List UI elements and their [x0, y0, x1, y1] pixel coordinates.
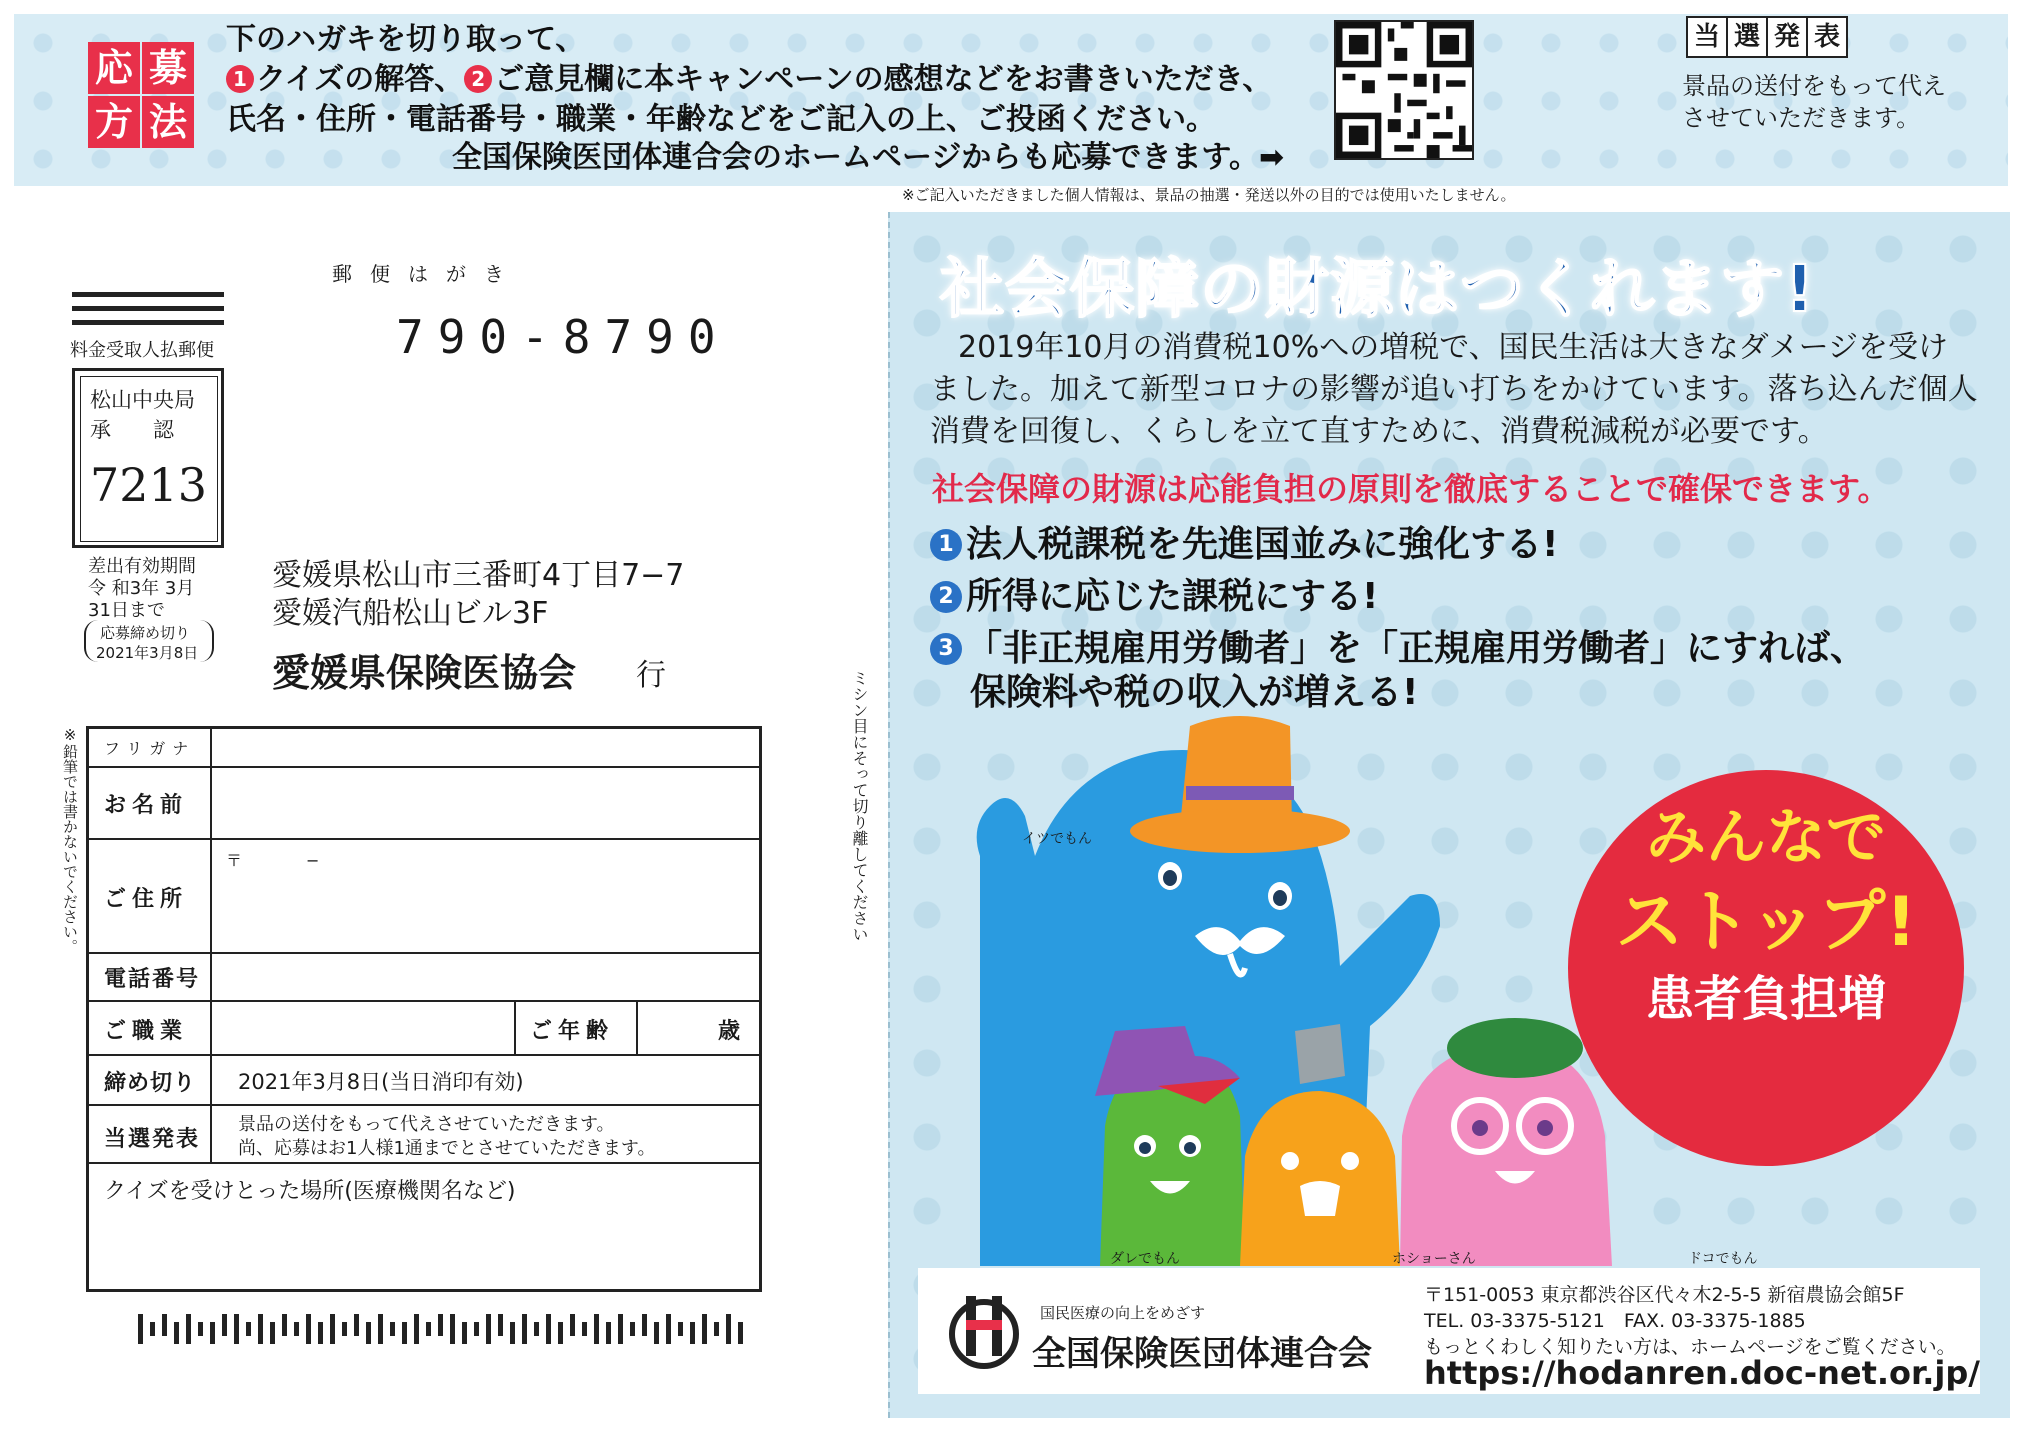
form-rule: [86, 1162, 762, 1164]
char-pink-label: ドコでもん: [1688, 1251, 1758, 1267]
recipient-suffix: 行: [636, 658, 666, 693]
job-label: ご職業: [104, 1019, 189, 1044]
pencil-note: ※鉛筆では書かないでください。: [61, 726, 79, 954]
char-green-label: ダレでもん: [1110, 1251, 1180, 1267]
point-3-text-a: 「非正規雇用労働者」を「正規雇用労働者」にすれば、: [966, 628, 1867, 669]
footer-address: 〒151-0053 東京都渋谷区代々木2-5-5 新宿農協会館5F: [1424, 1284, 1905, 1306]
form-rule: [86, 1000, 762, 1002]
validity-5: 2021年3月8日: [96, 644, 199, 662]
age-field[interactable]: [640, 1004, 716, 1052]
oubo-char-1: 応: [88, 42, 140, 94]
payment-label: 料金受取人払郵便: [70, 340, 214, 361]
oubo-char-4: 法: [142, 96, 194, 148]
validity-2: 令 和3年 3月: [88, 578, 195, 599]
furigana-field[interactable]: [214, 730, 754, 764]
footer-url-link[interactable]: https://hodanren.doc-net.or.jp/: [1424, 1354, 1980, 1392]
bar-line-2: [72, 306, 224, 311]
bar-line-1: [72, 292, 224, 297]
result-char-1: 当: [1686, 16, 1728, 58]
footer-more-info: もっとくわしく知りたい方は、ホームページをご覧ください。: [1424, 1336, 1956, 1358]
campaign-para-3: 消費を回復し、くらしを立て直すために、消費税減税が必要です。: [930, 414, 1828, 449]
name-label: お名前: [104, 793, 189, 818]
method-line-2: [226, 54, 1272, 98]
footer-tel-fax: TEL. 03-3375-5121 FAX. 03-3375-1885: [1424, 1310, 1806, 1332]
hodanren-logo-icon: [948, 1292, 1020, 1372]
method-line-4: 全国保険医団体連合会のホームページからも応募できます。➡: [452, 140, 1285, 175]
stamp-office: 松山中央局: [90, 388, 195, 412]
stop-text-1: みんなで: [1646, 803, 1886, 873]
form-rule: [514, 1002, 516, 1054]
point-2: [930, 568, 1378, 619]
job-field[interactable]: [214, 1004, 512, 1052]
postal-mark: 〒 −: [226, 851, 320, 870]
char-blue-label: イツでもん: [1022, 831, 1092, 847]
validity-4: 応募締め切り: [100, 624, 191, 642]
method-quiz-text: クイズの解答、: [256, 62, 465, 97]
oubo-char-3: 方: [88, 96, 140, 148]
stop-text-2: ストップ!: [1615, 883, 1917, 962]
method-line-1: 下のハガキを切り取って、: [226, 22, 586, 57]
form-rule: [86, 1054, 762, 1056]
result-char-4: 表: [1806, 16, 1848, 58]
campaign-para-1: 2019年10月の消費税10%への増税で、国民生活は大きなダメージを受け: [958, 330, 1949, 365]
recipient-address-2: 愛媛汽船松山ビル3F: [272, 596, 549, 631]
method-line-3: 氏名・住所・電話番号・職業・年齢などをご記入の上、ご投函ください。: [226, 102, 1216, 137]
deadline-value: 2021年3月8日(当日消印有効): [238, 1070, 524, 1094]
quiz-place-field[interactable]: [92, 1210, 752, 1284]
campaign-title: 社会保障の財源はつくれます!: [940, 253, 1816, 327]
point-3-text-b: 保険料や税の収入が増える!: [970, 672, 1419, 713]
age-label: ご年齢: [530, 1019, 615, 1044]
stop-text-3: 患者負担増: [1645, 971, 1886, 1027]
point-1-text: 法人税課税を先進国並みに強化する!: [966, 524, 1559, 565]
oubo-char-2: 募: [142, 42, 194, 94]
age-unit: 歳: [718, 1019, 741, 1044]
result-label: 当選発表: [104, 1127, 201, 1152]
result-char-2: 選: [1726, 16, 1768, 58]
number-2-icon: 2: [464, 65, 492, 93]
point-1: [930, 516, 1558, 567]
campaign-para-2: ました。加えて新型コロナの影響が追い打ちをかけています。落ち込んだ個人: [930, 372, 1978, 407]
form-rule: [86, 838, 762, 840]
name-field[interactable]: [214, 770, 754, 836]
cut-line-note: ミシン目にそって切り離してください: [850, 670, 869, 942]
footer-tagline: 国民医療の向上をめざす: [1040, 1304, 1206, 1322]
privacy-note: ※ご記入いただきました個人情報は、景品の抽選・発送以外の目的では使用いたしません。: [902, 186, 1516, 204]
phone-field[interactable]: [214, 956, 754, 998]
recipient-address-1: 愛媛県松山市三番町4丁目7−7: [272, 558, 685, 593]
validity-3: 31日まで: [88, 600, 165, 621]
form-rule: [636, 1002, 638, 1054]
qr-code-icon[interactable]: [1334, 20, 1474, 160]
form-rule: [86, 1104, 762, 1106]
result-char-3: 発: [1766, 16, 1808, 58]
form-label-divider: [210, 728, 212, 1164]
result-text-1: 景品の送付をもって代え: [1682, 72, 1946, 100]
point-2-text: 所得に応じた課税にする!: [966, 576, 1379, 617]
form-rule: [86, 952, 762, 954]
furigana-label: フリガナ: [104, 739, 196, 758]
postcard-header: 郵便はがき: [332, 262, 522, 286]
result-announcement-heading: [1686, 16, 1846, 58]
char-orange-label: ホショーさん: [1392, 1251, 1476, 1267]
mascot-characters-illustration: [940, 706, 1620, 1266]
bar-line-3: [72, 320, 224, 325]
stamp-number: 7213: [90, 458, 208, 512]
result-value-1: 景品の送付をもって代えさせていただきます。: [238, 1114, 615, 1135]
form-rule: [86, 766, 762, 768]
deadline-label: 締め切り: [104, 1071, 197, 1096]
number-1-icon: 1: [930, 529, 962, 561]
number-3-icon: 3: [930, 633, 962, 665]
result-value-2: 尚、応募はお1人様1通までとさせていただきます。: [238, 1138, 656, 1159]
number-2-icon: 2: [930, 581, 962, 613]
footer-org-name: 全国保険医団体連合会: [1032, 1334, 1372, 1374]
number-1-icon: 1: [226, 65, 254, 93]
stamp-approve: 承 認: [90, 418, 174, 442]
campaign-key-message: 社会保障の財源は応能負担の原則を徹底することで確保できます。: [932, 470, 1890, 508]
postal-code: 790-8790: [396, 310, 730, 364]
result-text-2: させていただきます。: [1682, 104, 1921, 132]
method-opinion-text: ご意見欄に本キャンペーンの感想などをお書きいただき、: [494, 62, 1273, 97]
validity-1: 差出有効期間: [88, 556, 196, 577]
address-field[interactable]: [214, 842, 754, 950]
customer-barcode: [138, 1314, 744, 1344]
address-label: ご住所: [104, 887, 189, 912]
quiz-place-label: クイズを受けとった場所(医療機関名など): [104, 1179, 516, 1204]
phone-label: 電話番号: [104, 967, 201, 992]
recipient-name: 愛媛県保険医協会: [272, 651, 577, 695]
